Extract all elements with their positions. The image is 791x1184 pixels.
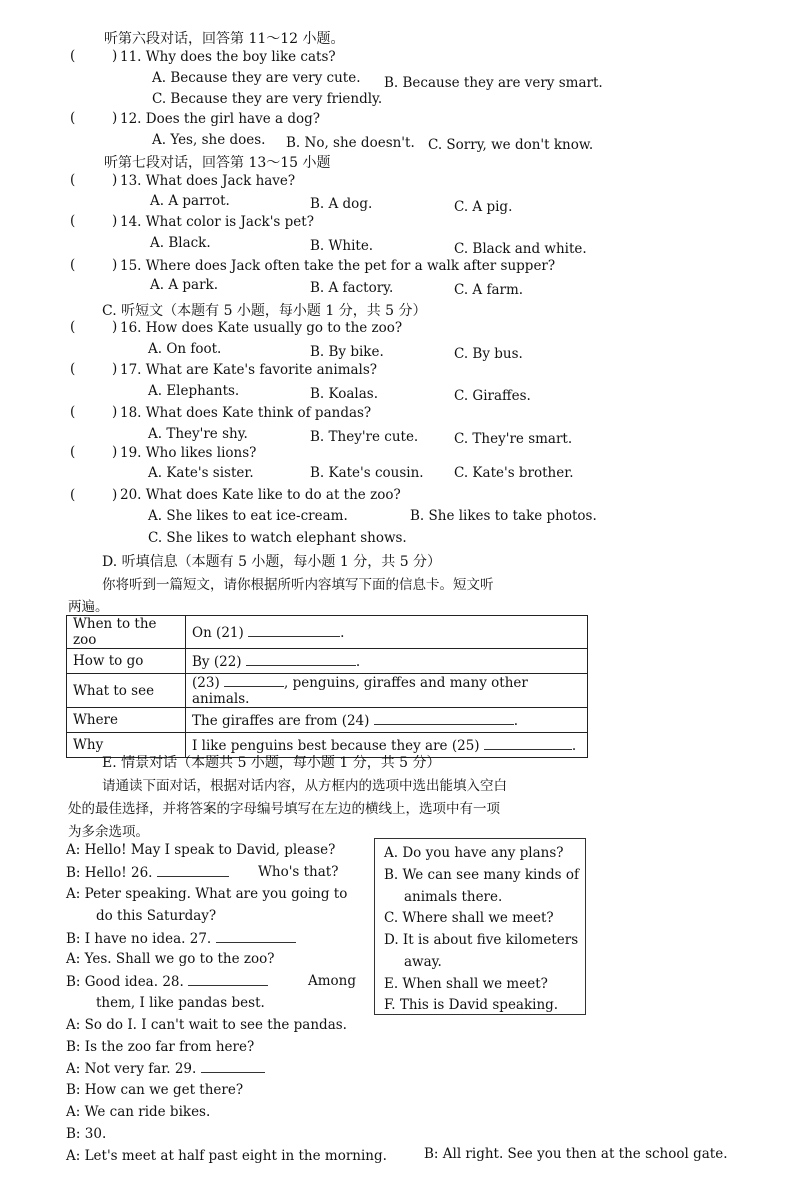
question-11: 11. Why does the boy like cats? <box>120 49 336 65</box>
dialog-line: A: So do I. I can't wait to see the pandas. <box>66 1017 347 1033</box>
option-a: A. On foot. <box>148 341 222 357</box>
question-12: 12. Does the girl have a dog? <box>120 111 320 127</box>
option-c: C. She likes to watch elephant shows. <box>148 530 407 546</box>
option-a: A. They're shy. <box>148 426 248 442</box>
question-20: 20. What does Kate like to do at the zoo? <box>120 487 401 503</box>
section-c-heading: C. 听短文（本题有 5 小题，每小题 1 分，共 5 分） <box>102 303 427 319</box>
option-a: A. Black. <box>150 235 211 251</box>
question-17: 17. What are Kate's favorite animals? <box>120 362 378 378</box>
option-item: A. Do you have any plans? <box>384 845 564 861</box>
row-label: When to the zoo <box>67 616 186 649</box>
row-label: Where <box>67 708 186 733</box>
section-6-heading: 听第六段对话，回答第 11～12 小题。 <box>104 31 345 47</box>
option-item: animals there. <box>404 889 503 905</box>
dialog-line: B: How can we get there? <box>66 1082 244 1098</box>
row-content: I like penguins best because they are (25) . <box>186 733 588 758</box>
option-b: B. White. <box>310 238 374 254</box>
option-c: C. Giraffes. <box>454 388 531 404</box>
option-item: away. <box>404 954 442 970</box>
dialog-line: Among <box>308 973 357 989</box>
option-c: C. They're smart. <box>454 431 573 447</box>
option-item: C. Where shall we meet? <box>384 910 554 926</box>
question-13: 13. What does Jack have? <box>120 173 296 189</box>
dialog-line: A: Peter speaking. What are you going to <box>66 886 348 902</box>
question-19: 19. Who likes lions? <box>120 445 257 461</box>
option-a: A. A parrot. <box>150 193 230 209</box>
row-content: (23) , penguins, giraffes and many other animals. <box>186 674 588 708</box>
option-b: B. Koalas. <box>310 386 378 402</box>
question-16: 16. How does Kate usually go to the zoo? <box>120 320 403 336</box>
option-item: D. It is about five kilometers <box>384 932 579 948</box>
question-15: 15. Where does Jack often take the pet for a walk after supper? <box>120 258 556 274</box>
option-a: A. Kate's sister. <box>148 465 254 481</box>
dialog-line: A: Yes. Shall we go to the zoo? <box>66 951 275 967</box>
dialog-line: B: Hello! 26. <box>66 864 229 881</box>
section-e-heading: E. 情景对话（本题共 5 小题，每小题 1 分，共 5 分） <box>102 755 441 771</box>
info-card-table <box>66 615 588 758</box>
option-c: C. Because they are very friendly. <box>152 91 383 107</box>
option-b: B. Because they are very smart. <box>384 75 603 91</box>
option-item: B. We can see many kinds of <box>384 867 579 883</box>
dialog-line: B: Is the zoo far from here? <box>66 1039 255 1055</box>
option-item: E. When shall we meet? <box>384 976 548 992</box>
option-b: B. A factory. <box>310 280 394 296</box>
option-c: C. A pig. <box>454 199 513 215</box>
section-7-heading: 听第七段对话，回答第 13～15 小题 <box>104 155 331 171</box>
dialog-line: B: 30. <box>66 1126 107 1142</box>
dialog-line: Who's that? <box>258 864 339 880</box>
option-b: B. Kate's cousin. <box>310 465 424 481</box>
dialog-line: do this Saturday? <box>96 908 217 924</box>
option-b: B. By bike. <box>310 344 384 360</box>
dialog-line: A: We can ride bikes. <box>66 1104 211 1120</box>
table-row <box>67 708 588 733</box>
option-a: A. Because they are very cute. <box>152 70 361 86</box>
table-row <box>67 649 588 674</box>
question-18: 18. What does Kate think of pandas? <box>120 405 372 421</box>
option-b: B. She likes to take photos. <box>410 508 597 524</box>
dialog-line: them, I like pandas best. <box>96 995 265 1011</box>
option-c: C. By bus. <box>454 346 523 362</box>
row-label: How to go <box>67 649 186 674</box>
section-e-instruction: 请通读下面对话，根据对话内容，从方框内的选项中选出能填入空白 <box>102 778 507 794</box>
row-content: On (21) . <box>186 616 588 649</box>
dialog-line: A: Not very far. 29. <box>66 1060 265 1077</box>
option-c: C. Sorry, we don't know. <box>428 137 594 153</box>
dialog-line: B: Good idea. 28. <box>66 973 268 990</box>
section-e-instruction: 处的最佳选择，并将答案的字母编号填写在左边的横线上，选项中有一项 <box>68 801 500 817</box>
row-label: Why <box>67 733 186 758</box>
row-content: The giraffes are from (24) . <box>186 708 588 733</box>
dialog-line: A: Hello! May I speak to David, please? <box>66 842 336 858</box>
row-content: By (22) . <box>186 649 588 674</box>
table-row <box>67 616 588 649</box>
option-b: B. A dog. <box>310 196 373 212</box>
section-d-instruction-cont: 两遍。 <box>68 599 109 615</box>
section-d-instruction: 你将听到一篇短文，请你根据所听内容填写下面的信息卡。短文听 <box>102 577 494 593</box>
option-item: F. This is David speaking. <box>384 997 559 1013</box>
table-row <box>67 674 588 708</box>
question-14: 14. What color is Jack's pet? <box>120 214 314 230</box>
option-a: A. She likes to eat ice-cream. <box>148 508 348 524</box>
box-top-border <box>375 838 585 839</box>
option-a: A. A park. <box>150 277 218 293</box>
dialog-line: B: I have no idea. 27. <box>66 930 296 947</box>
section-d-heading: D. 听填信息（本题有 5 小题，每小题 1 分，共 5 分） <box>102 554 442 570</box>
dialog-line: B: All right. See you then at the school gate. <box>424 1146 728 1162</box>
option-a: A. Yes, she does. <box>152 132 266 148</box>
section-e-instruction: 为多余选项。 <box>68 824 149 840</box>
dialog-line: A: Let's meet at half past eight in the morning. <box>66 1148 387 1164</box>
option-c: C. Black and white. <box>454 241 587 257</box>
option-c: C. Kate's brother. <box>454 465 574 481</box>
option-b: B. They're cute. <box>310 429 419 445</box>
option-c: C. A farm. <box>454 282 524 298</box>
option-b: B. No, she doesn't. <box>286 135 415 151</box>
row-label: What to see <box>67 674 186 708</box>
option-a: A. Elephants. <box>148 383 240 399</box>
